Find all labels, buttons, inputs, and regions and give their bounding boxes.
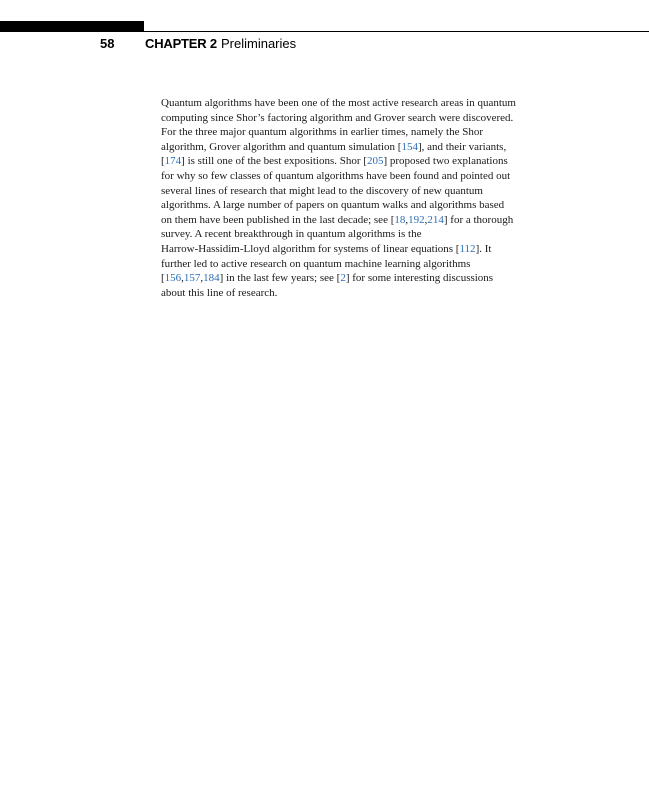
paragraph-line [161,286,556,301]
header-rule [144,31,649,32]
paragraph-line [161,169,556,184]
text-run: about this line of research. [161,286,278,299]
citation-link[interactable]: 157 [183,272,201,285]
text-run: several lines of research that might lead to the discovery of new quantum [161,184,483,197]
paragraph-line [161,154,556,169]
paragraph-line [161,257,556,272]
text-run: ], and their variants, [417,140,507,153]
page-number: 58 [100,36,115,51]
text-run: , [181,272,184,285]
text-run: algorithms. A large number of papers on quantum walks and algorithms based [161,199,505,212]
paragraph-line [161,125,556,140]
text-run: ]. It [475,242,492,255]
paragraph-line [161,111,556,126]
citation-link[interactable]: 214 [427,213,444,226]
text-run: , [424,213,428,226]
citation-link[interactable]: 112 [459,242,476,255]
paragraph-line [161,227,556,242]
citation-link[interactable]: 174 [164,155,182,168]
citation-link[interactable]: 2 [340,272,346,285]
text-run: ] for some interesting discussions [345,272,494,285]
paragraph-line [161,198,556,213]
paragraph-line [161,96,556,111]
text-run: ] is still one of the best expositions. Shor [ [181,155,367,168]
text-run: [ [161,272,165,285]
citation-link[interactable]: 205 [366,155,384,168]
text-run: ] for a thorough [443,213,514,226]
text-run: algorithm, Grover algorithm and quantum simulation [ [161,140,402,153]
chapter-label: CHAPTER 2 [145,36,217,51]
text-run: computing since Shor’s factoring algorithm and Grover search were discovered. [161,111,514,124]
paragraph-line [161,242,556,257]
citation-link[interactable]: 192 [408,213,425,226]
citation-link[interactable]: 156 [164,272,182,285]
body-paragraph [161,96,556,300]
citation-link[interactable]: 154 [401,140,418,153]
text-run: Harrow-Hassidim-Lloyd algorithm for systems of linear equations [ [161,242,460,255]
text-run: ] proposed two explanations [383,155,508,168]
text-run: Quantum algorithms have been one of the most active research areas in quantum [161,97,516,109]
paragraph-line [161,213,556,228]
paragraph-line [161,140,556,155]
text-run: further led to active research on quantum machine learning algorithms [161,257,471,270]
header-black-bar [0,21,144,32]
chapter-title: Preliminaries [221,36,297,51]
text-run: for why so few classes of quantum algorithms have been found and pointed out [161,169,511,182]
text-run: , [405,213,409,226]
citation-link[interactable]: 184 [203,272,220,285]
text-run: on them have been published in the last decade; see [ [161,213,395,226]
citation-link[interactable]: 18 [394,213,406,226]
text-run: [ [161,155,165,168]
text-run: survey. A recent breakthrough in quantum algorithms is the [161,228,422,241]
paragraph-line [161,184,556,199]
text-run: ] in the last few years; see [ [219,272,341,285]
paragraph-line [161,271,556,286]
text-run: For the three major quantum algorithms in earlier times, namely the Shor [161,126,483,139]
text-run: , [200,272,204,285]
